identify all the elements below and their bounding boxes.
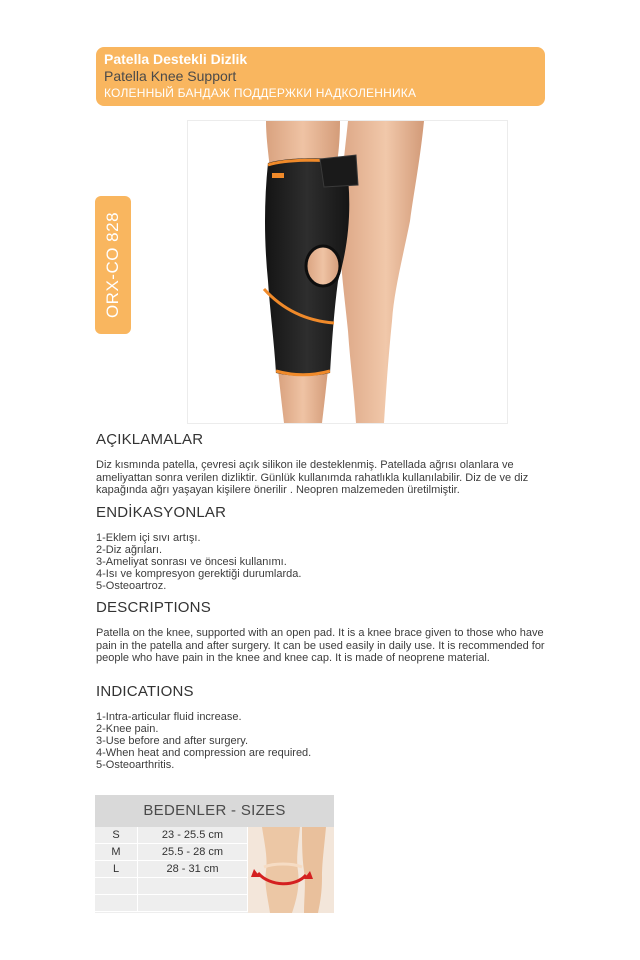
title-english: Patella Knee Support bbox=[104, 68, 237, 84]
indications-list bbox=[96, 711, 546, 771]
list-item: 5-Osteoartroz. bbox=[96, 580, 167, 592]
table-row bbox=[95, 844, 248, 861]
size-label: M bbox=[95, 844, 138, 861]
size-chart bbox=[95, 795, 334, 913]
brand-logo bbox=[272, 173, 284, 178]
list-item: 1-Eklem içi sıvı artışı. bbox=[96, 532, 201, 544]
list-item: 1-Intra-articular fluid increase. bbox=[96, 711, 242, 723]
list-item: 4-Isı ve kompresyon gerektiği durumlarda. bbox=[96, 568, 302, 580]
title-russian: КОЛЕННЫЙ БАНДАЖ ПОДДЕРЖКИ НАДКОЛЕННИКА bbox=[104, 86, 417, 100]
table-row bbox=[95, 861, 248, 878]
product-title-banner bbox=[96, 47, 545, 106]
size-range bbox=[138, 895, 248, 912]
table-row bbox=[95, 827, 248, 844]
descriptions-text: Patella on the knee, supported with an open pad. It is a knee brace given to those who have pain in the patella and after surgery. It can be used easily in daily use. It is recommended for people who have pain in the knee and knee cap. It is made of neoprene material. bbox=[96, 627, 545, 664]
size-label bbox=[95, 878, 138, 895]
list-item: 5-Osteoarthritis. bbox=[96, 759, 175, 771]
product-code-tab bbox=[95, 196, 131, 334]
section-title-descriptions: DESCRIPTIONS bbox=[96, 599, 211, 616]
aciklamalar-text: Diz kısmında patella, çevresi açık silikon ile desteklenmiş. Patellada ağrısı olanlara ve ameliyattan sonra verilen dizliktir. Günlük kullanımda rahatlıkla kullanılabilir. Diz de ve diz kapağında ağrı yaşayan kişilere önerilir . Neopren malzemeden üretilmiştir. bbox=[96, 459, 529, 496]
list-item: 2-Diz ağrıları. bbox=[96, 544, 163, 556]
table-row bbox=[95, 878, 248, 895]
title-turkish: Patella Destekli Dizlik bbox=[104, 51, 248, 67]
size-label: L bbox=[95, 861, 138, 878]
size-range: 28 - 31 cm bbox=[138, 861, 248, 878]
size-label: S bbox=[95, 827, 138, 844]
knee-measurement-icon bbox=[248, 827, 334, 913]
table-row bbox=[95, 895, 248, 912]
size-range bbox=[138, 878, 248, 895]
size-table bbox=[95, 827, 248, 912]
list-item: 2-Knee pain. bbox=[96, 723, 159, 735]
size-label bbox=[95, 895, 138, 912]
product-code: ORX-CO 828 bbox=[103, 211, 122, 319]
endikasyonlar-list bbox=[96, 532, 546, 592]
list-item: 3-Ameliyat sonrası ve öncesi kullanımı. bbox=[96, 556, 287, 568]
list-item: 4-When heat and compression are required. bbox=[96, 747, 312, 759]
size-range: 25.5 - 28 cm bbox=[138, 844, 248, 861]
section-title-indications: INDICATIONS bbox=[96, 683, 194, 700]
list-item: 3-Use before and after surgery. bbox=[96, 735, 249, 747]
product-photo bbox=[187, 120, 508, 424]
section-title-endikasyonlar: ENDİKASYONLAR bbox=[96, 504, 227, 521]
size-range: 23 - 25.5 cm bbox=[138, 827, 248, 844]
knee-brace-illustration bbox=[188, 121, 507, 423]
size-chart-title: BEDENLER - SIZES bbox=[95, 795, 334, 827]
section-title-aciklamalar: AÇIKLAMALAR bbox=[96, 431, 204, 448]
